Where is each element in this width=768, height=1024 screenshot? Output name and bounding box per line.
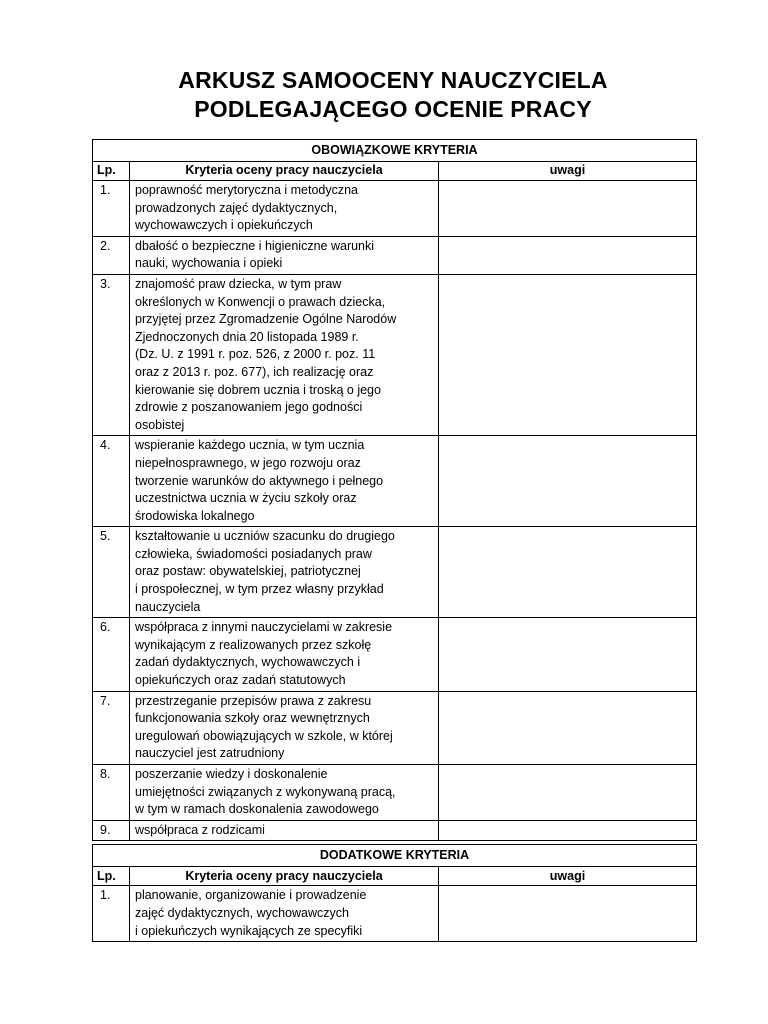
notes-cell[interactable] — [439, 618, 697, 691]
criterion-text — [130, 691, 439, 764]
criterion-line: planowanie, organizowanie i prowadzenie — [135, 888, 367, 903]
criterion-line: nauczyciel jest zatrudniony — [135, 746, 285, 761]
criteria-row — [93, 886, 697, 942]
row-number: 1. — [93, 181, 130, 237]
notes-cell[interactable] — [439, 886, 697, 942]
row-number: 9. — [93, 820, 130, 841]
criterion-line: funkcjonowania szkoły oraz wewnętrznych — [135, 711, 370, 726]
criterion-line: zdrowie z poszanowaniem jego godności — [135, 400, 363, 415]
criterion-line: kształtowanie u uczniów szacunku do drugiego — [135, 529, 395, 544]
criterion-text — [130, 618, 439, 691]
criterion-text — [130, 886, 439, 942]
criterion-line: określonych w Konwencji o prawach dziecka, — [135, 294, 386, 309]
mandatory-criteria-table — [92, 139, 697, 841]
additional-section-header: DODATKOWE KRYTERIA — [93, 845, 697, 867]
row-number: 2. — [93, 236, 130, 274]
criteria-row — [93, 765, 697, 821]
criterion-line: człowieka, świadomości posiadanych praw — [135, 546, 372, 561]
criterion-text — [130, 236, 439, 274]
criterion-line: przestrzeganie przepisów prawa z zakresu — [135, 693, 372, 708]
column-header-notes: uwagi — [439, 867, 697, 886]
additional-criteria-table — [92, 844, 697, 942]
criterion-line: uczestnictwa ucznia w życiu szkoły oraz — [135, 491, 357, 506]
criteria-row — [93, 181, 697, 237]
row-number: 6. — [93, 618, 130, 691]
criterion-line: dbałość o bezpieczne i higieniczne warunki — [135, 238, 375, 253]
criterion-line: wynikającym z realizowanych przez szkołę — [135, 637, 372, 652]
criteria-row — [93, 236, 697, 274]
additional-criteria-rows — [93, 886, 697, 942]
additional-section-header-row — [93, 845, 697, 867]
criterion-line: znajomość praw dziecka, w tym praw — [135, 276, 342, 291]
criterion-line: i opiekuńczych wynikających ze specyfiki — [135, 923, 363, 938]
criterion-line: współpraca z innymi nauczycielami w zakresie — [135, 620, 393, 635]
notes-cell[interactable] — [439, 436, 697, 527]
criterion-line: oraz postaw: obywatelskiej, patriotycznej — [135, 564, 361, 579]
criterion-line: i prospołecznej, w tym przez własny przykład — [135, 582, 384, 597]
title-line-2: PODLEGAJĄCEGO OCENIE PRACY — [194, 96, 592, 122]
criterion-line: wspieranie każdego ucznia, w tym ucznia — [135, 438, 365, 453]
criterion-line: zajęć dydaktycznych, wychowawczych — [135, 905, 349, 920]
criterion-line: nauki, wychowania i opieki — [135, 256, 283, 271]
row-number: 5. — [93, 527, 130, 618]
criteria-row — [93, 691, 697, 764]
self-assessment-sheet — [92, 139, 696, 942]
criterion-line: wychowawczych i opiekuńczych — [135, 218, 313, 233]
column-header-lp: Lp. — [93, 162, 130, 181]
criterion-line: prowadzonych zajęć dydaktycznych, — [135, 200, 338, 215]
criterion-line: oraz z 2013 r. poz. 677), ich realizację oraz — [135, 364, 374, 379]
criterion-line: środowiska lokalnego — [135, 508, 255, 523]
column-header-criteria: Kryteria oceny pracy nauczyciela — [130, 162, 439, 181]
title-line-1: ARKUSZ SAMOOCENY NAUCZYCIELA — [178, 67, 608, 93]
mandatory-column-header-row — [93, 162, 697, 181]
notes-cell[interactable] — [439, 820, 697, 841]
criteria-row — [93, 618, 697, 691]
notes-cell[interactable] — [439, 274, 697, 435]
criterion-line: uregulowań obowiązujących w szkole, w której — [135, 728, 393, 743]
notes-cell[interactable] — [439, 181, 697, 237]
criterion-line: Zjednoczonych dnia 20 listopada 1989 r. — [135, 329, 359, 344]
criterion-text — [130, 436, 439, 527]
mandatory-section-header: OBOWIĄZKOWE KRYTERIA — [93, 140, 697, 162]
criterion-line: kierowanie się dobrem ucznia i troską o jego — [135, 382, 381, 397]
criterion-text — [130, 765, 439, 821]
row-number: 3. — [93, 274, 130, 435]
column-header-lp: Lp. — [93, 867, 130, 886]
notes-cell[interactable] — [439, 691, 697, 764]
criteria-row — [93, 436, 697, 527]
page-title — [0, 66, 768, 124]
criterion-line: współpraca z rodzicami — [135, 822, 265, 837]
notes-cell[interactable] — [439, 236, 697, 274]
criterion-line: umiejętności związanych z wykonywaną pracą, — [135, 784, 396, 799]
criterion-text — [130, 181, 439, 237]
criterion-text — [130, 274, 439, 435]
criterion-text — [130, 820, 439, 841]
column-header-criteria: Kryteria oceny pracy nauczyciela — [130, 867, 439, 886]
criterion-line: nauczyciela — [135, 599, 201, 614]
criterion-line: tworzenie warunków do aktywnego i pełnego — [135, 473, 384, 488]
mandatory-section-header-row — [93, 140, 697, 162]
criterion-line: (Dz. U. z 1991 r. poz. 526, z 2000 r. poz. 11 — [135, 347, 376, 362]
criterion-text — [130, 527, 439, 618]
criteria-row — [93, 274, 697, 435]
criteria-row — [93, 527, 697, 618]
notes-cell[interactable] — [439, 765, 697, 821]
mandatory-criteria-rows — [93, 181, 697, 841]
criterion-line: osobistej — [135, 417, 185, 432]
additional-column-header-row — [93, 867, 697, 886]
row-number: 4. — [93, 436, 130, 527]
row-number: 1. — [93, 886, 130, 942]
criterion-line: poszerzanie wiedzy i doskonalenie — [135, 767, 328, 781]
criterion-line: zadań dydaktycznych, wychowawczych i — [135, 655, 361, 670]
criterion-line: w tym w ramach doskonalenia zawodowego — [135, 802, 379, 817]
row-number: 8. — [93, 765, 130, 821]
criterion-line: opiekuńczych oraz zadań statutowych — [135, 673, 346, 688]
criterion-line: poprawność merytoryczna i metodyczna — [135, 183, 359, 197]
notes-cell[interactable] — [439, 527, 697, 618]
column-header-notes: uwagi — [439, 162, 697, 181]
criterion-line: przyjętej przez Zgromadzenie Ogólne Narodów — [135, 312, 397, 327]
criterion-line: niepełnosprawnego, w jego rozwoju oraz — [135, 455, 361, 470]
row-number: 7. — [93, 691, 130, 764]
criteria-row — [93, 820, 697, 841]
